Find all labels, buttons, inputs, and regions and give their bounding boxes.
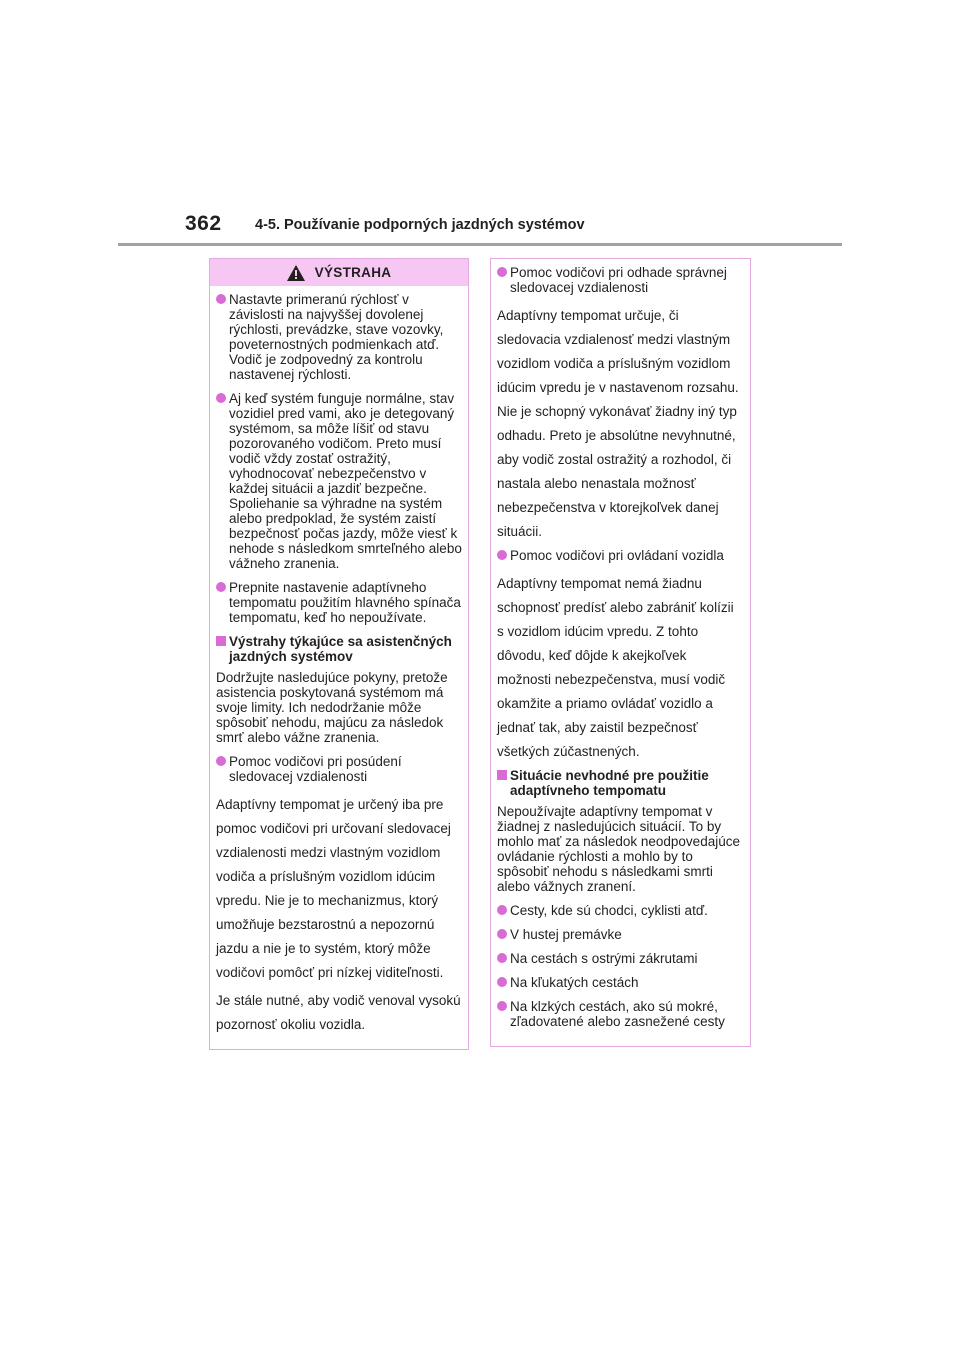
bullet-text: Na klzkých cestách, ako sú mokré, zľadovatené alebo zasnežené cesty	[510, 999, 725, 1029]
bullet-text: Pomoc vodičovi pri odhade správnej sledovacej vzdialenosti	[510, 265, 727, 295]
list-item	[497, 975, 744, 990]
body-paragraph: Je stále nutné, aby vodič venoval vysokú pozornosť okoliu vozidla.	[216, 993, 461, 1032]
intro-paragraph: Nepoužívajte adaptívny tempomat v žiadnej z nasledujúcich situácií. To by mohlo mať za následok neodpovedajúce ovládanie rýchlosti a mohlo by to spôsobiť nehodu s následkami smrti alebo vážnych zranení.	[497, 804, 740, 894]
body-paragraph: Adaptívny tempomat je určený iba pre pomoc vodičovi pri určovaní sledovacej vzdialenosti medzi vlastným vozidlom vodiča a príslušným vozidlom idúcim vpredu. Nie je to mechanizmus, ktorý umožňuje bezstarostnú a nepozornú jazdu a nie je to systém, ktorý môže vodičovi pomôcť pri nízkej viditeľnosti.	[216, 797, 451, 980]
bullet-icon	[497, 953, 507, 963]
list-item	[216, 580, 462, 625]
bullet-icon	[497, 267, 507, 277]
section-title: 4-5. Používanie podporných jazdných systémov	[255, 217, 585, 233]
bullet-icon	[497, 1001, 507, 1011]
subheading-text: Výstrahy týkajúce sa asistenčných jazdných systémov	[229, 634, 452, 664]
subheading-text: Situácie nevhodné pre použitie adaptívneho tempomatu	[510, 768, 709, 798]
list-item	[497, 927, 744, 942]
bullet-icon	[497, 550, 507, 560]
bullet-icon	[216, 294, 226, 304]
bullet-text: Pomoc vodičovi pri posúdení sledovacej vzdialenosti	[229, 754, 402, 784]
bullet-icon	[497, 905, 507, 915]
subheading	[216, 634, 462, 664]
bullet-text: Prepnite nastavenie adaptívneho tempomatu použitím hlavného spínača tempomatu, keď ho nepoužívate.	[229, 580, 461, 625]
list-item	[497, 999, 744, 1029]
bullet-text: Pomoc vodičovi pri ovládaní vozidla	[510, 548, 724, 563]
body-paragraph: Adaptívny tempomat nemá žiadnu schopnosť predísť alebo zabrániť kolízii s vozidlom idúcim vpredu. Z tohto dôvodu, keď dôjde k akejkoľvek možnosti nebezpečenstva, musí vodič okamžite a priamo ovládať vozidlo a jednať tak, aby zaistil bezpečnosť všetkých zúčastnených.	[497, 576, 734, 759]
bullet-icon	[216, 393, 226, 403]
bullet-text: V hustej premávke	[510, 927, 622, 942]
bullet-icon	[497, 929, 507, 939]
warning-triangle-icon	[287, 265, 305, 281]
bullet-text: Cesty, kde sú chodci, cyklisti atď.	[510, 903, 708, 918]
bullet-text: Na kľukatých cestách	[510, 975, 639, 990]
list-item	[497, 265, 744, 295]
bullet-text: Nastavte primeranú rýchlosť v závislosti na najvyššej dovolenej rýchlosti, prevádzke, stave vozovky, poveternostných podmienkach atď. Vodič je zodpovedný za kontrolu nastavenej rýchlosti.	[229, 292, 444, 382]
warning-header	[210, 259, 468, 286]
list-item	[216, 754, 462, 784]
warning-title: VÝSTRAHA	[314, 265, 392, 280]
bullet-text: Aj keď systém funguje normálne, stav vozidiel pred vami, ako je detegovaný systémom, sa môže líšiť od stavu pozorovaného vodičom. Preto musí vodič vždy zostať ostražitý, vyhodnocovať nebezpečenstvo v každej situácii a jazdiť bezpečne. Spoliehanie sa výhradne na systém alebo predpoklad, že systém zaistí bezpečnosť počas jazdy, môže viesť k nehode s následkom smrteľného alebo vážneho zranenia.	[229, 391, 462, 571]
page-number: 362	[185, 212, 222, 235]
body-paragraph: Adaptívny tempomat určuje, či sledovacia vzdialenosť medzi vlastným vozidlom vodiča a príslušným vozidlom idúcim vpredu je v nastavenom rozsahu. Nie je schopný vykonávať žiadny iný typ odhadu. Preto je absolútne nevyhnutné, aby vodič zostal ostražitý a rozhodol, či nastala alebo nenastala možnosť nebezpečenstva v ktorejkoľvek danej situácii.	[497, 308, 739, 539]
list-item	[497, 951, 744, 966]
list-item	[497, 903, 744, 918]
bullet-icon	[216, 756, 226, 766]
list-item	[216, 292, 462, 382]
bullet-text: Na cestách s ostrými zákrutami	[510, 951, 698, 966]
square-bullet-icon	[497, 770, 507, 780]
bullet-icon	[216, 582, 226, 592]
list-item	[216, 391, 462, 571]
list-item	[497, 548, 744, 563]
square-bullet-icon	[216, 636, 226, 646]
warning-box-right	[490, 258, 751, 1047]
header-divider	[118, 243, 842, 246]
subheading	[497, 768, 744, 798]
intro-paragraph: Dodržujte nasledujúce pokyny, pretože asistencia poskytovaná systémom má svoje limity. Ich nedodržanie môže spôsobiť nehodu, majúcu za následok smrť alebo vážne zranenia.	[216, 670, 448, 745]
bullet-icon	[497, 977, 507, 987]
warning-box-left	[209, 258, 469, 1050]
